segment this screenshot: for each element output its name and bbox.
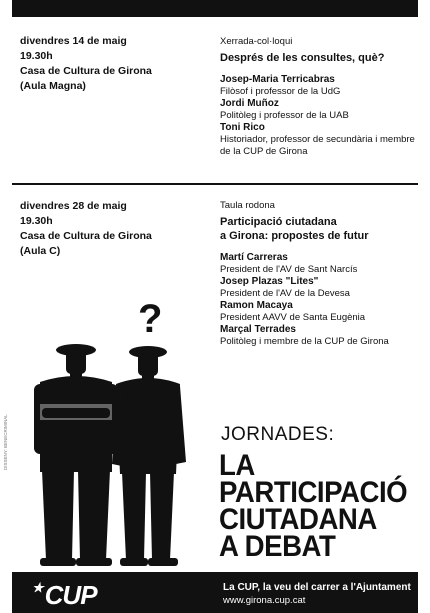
event2-title-line2: a Girona: propostes de futur: [220, 230, 369, 242]
design-credit: DISSENY: BENECRIMINAL: [3, 414, 8, 470]
speaker-role: President AAVV de Santa Eugènia: [220, 312, 366, 323]
cup-logo: [32, 580, 97, 611]
speaker: [220, 74, 420, 98]
speaker-name: Marçal Terrades: [220, 324, 296, 335]
speaker-role: Politòleg i professor de la UAB: [220, 110, 349, 121]
footer-bar: [12, 572, 418, 613]
section-divider: [12, 183, 418, 185]
event2-title-line1: Participació ciutadana: [220, 216, 337, 228]
headline-line: A DEBAT: [219, 530, 336, 563]
event1-kicker: Xerrada-col·loqui: [220, 36, 293, 47]
event1-venue: Casa de Cultura de Girona: [20, 65, 152, 77]
footer-website[interactable]: www.girona.cup.cat: [223, 595, 306, 606]
event1-date: divendres 14 de maig: [20, 35, 127, 47]
headline-line: LA: [219, 449, 255, 482]
speaker: [220, 98, 420, 122]
speaker-name: Toni Rico: [220, 122, 265, 133]
event1-title: Després de les consultes, què?: [220, 52, 385, 64]
event2-date: divendres 28 de maig: [20, 200, 127, 212]
speaker: [220, 324, 420, 348]
speaker-name: Josep-Maria Terricabras: [220, 74, 335, 85]
left-figure: [34, 344, 118, 566]
right-figure: [112, 346, 186, 566]
question-mark-icon: ?: [138, 297, 163, 341]
event1-details: [20, 34, 152, 94]
speaker-role: Historiador, professor de secundària i membre de la CUP de Girona: [220, 134, 415, 157]
speaker-name: Martí Carreras: [220, 252, 288, 263]
event2-room: (Aula C): [20, 245, 61, 257]
speaker-name: Jordi Muñoz: [220, 98, 279, 109]
jornades-label: JORNADES:: [221, 424, 335, 445]
headline-line: CIUTADANA: [219, 503, 377, 536]
top-bar: [12, 0, 418, 17]
event1-time: 19.30h: [20, 50, 53, 62]
speaker: [220, 300, 420, 324]
speaker-name: Josep Plazas "Lites": [220, 276, 319, 287]
headline: [219, 449, 408, 563]
speaker: [220, 122, 420, 158]
event2-kicker: Taula rodona: [220, 200, 275, 211]
headline-line: PARTICIPACIÓ: [219, 476, 408, 509]
speaker: [220, 276, 420, 300]
speaker-role: Filòsof i professor de la UdG: [220, 86, 341, 97]
event2-details: [20, 199, 152, 259]
star-icon: ★: [32, 580, 43, 595]
speaker-role: President de l'AV de la Devesa: [220, 288, 350, 299]
speaker-role: Politòleg i membre de la CUP de Girona: [220, 336, 389, 347]
speaker-role: President de l'AV de Sant Narcís: [220, 264, 358, 275]
event1-program: [220, 36, 420, 158]
event2-time: 19.30h: [20, 215, 53, 227]
speaker: [220, 252, 420, 276]
event2-venue: Casa de Cultura de Girona: [20, 230, 152, 242]
event2-program: [220, 200, 420, 348]
speaker-name: Ramon Macaya: [220, 300, 293, 311]
event1-room: (Aula Magna): [20, 80, 86, 92]
footer-slogan: La CUP, la veu del carrer a l'Ajuntament: [223, 582, 411, 593]
two-figures-illustration: [26, 292, 196, 568]
logo-text: CUP: [44, 580, 97, 610]
event2-title: [220, 215, 420, 243]
